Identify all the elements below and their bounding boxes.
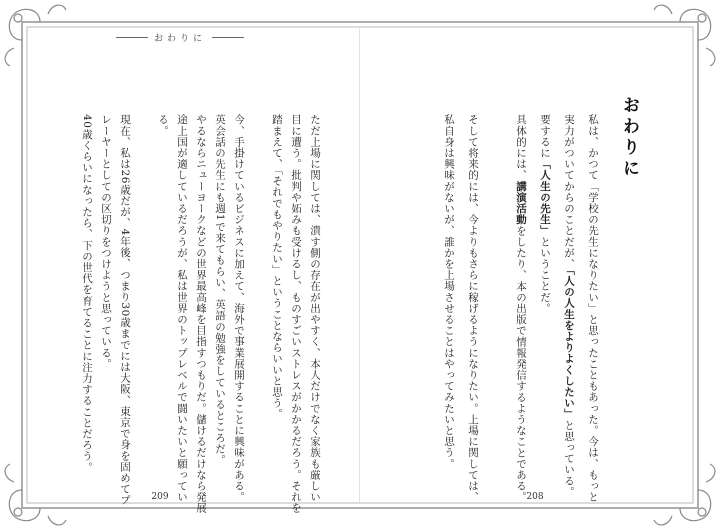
line-segment: 私自身は興味がないが、誰かを上場させることはやってみたいと思う。 [443, 114, 455, 470]
text-line [536, 114, 554, 314]
line-segment: そして将来的には、今よりもさらに稼げるようになりたい。上場に関しては、 [467, 114, 479, 503]
line-segment: 要するに [539, 114, 551, 159]
text-line [268, 114, 286, 420]
corner-ornament-top-left [5, 5, 66, 66]
emphasis-text: 「人生の先生」 [539, 158, 551, 237]
text-line [230, 114, 248, 503]
text-line [440, 114, 458, 469]
line-segment: る。 [157, 114, 169, 137]
line-segment: 40歳くらいになったら、下の世代を育てることに注力することだろう。 [81, 114, 93, 473]
text-line [78, 114, 96, 473]
text-line [173, 114, 191, 503]
line-segment: 目に遭う。批判や妬みも受けるし、ものすごいストレスがかかるだろう。それを [290, 114, 302, 514]
text-line [464, 114, 482, 503]
line-segment: 私は、かつて「学校の先生になりたい」と思ったこともあった。今は、もっと [587, 114, 599, 503]
line-segment: レーヤーとしての区切りをつけようと思っている。 [100, 114, 112, 370]
text-line [584, 114, 602, 503]
text-line [97, 114, 115, 369]
corner-ornament-bottom-left [5, 464, 66, 525]
text-line [287, 114, 305, 514]
text-line [211, 114, 229, 465]
page-number-right: 208 [526, 492, 544, 502]
page-gutter [359, 28, 360, 502]
running-head [116, 30, 244, 44]
line-segment: と思っている。 [563, 419, 575, 498]
running-head-rule-right [212, 37, 244, 38]
chapter-title: おわりに [619, 96, 639, 180]
text-line [512, 114, 530, 503]
line-segment: 途上国が適しているだろうが、私は世界のトップレベルで闘いたいと願ってい [176, 114, 188, 503]
text-line [306, 114, 324, 503]
running-head-text: おわりに [154, 33, 207, 44]
corner-ornament-top-right [654, 5, 715, 66]
line-segment: やるならニューヨークなどの世界最高峰を目指すつもりだ。儲けるだけなら発展 [195, 114, 207, 514]
line-segment: 実力がついてからのことだが、 [563, 114, 575, 270]
emphasis-text: 講演活動 [515, 180, 527, 226]
text-line [154, 114, 172, 136]
line-segment: 具体的には、 [515, 114, 527, 181]
text-line [116, 114, 134, 506]
line-segment: 今、手掛けているビジネスに加えて、海外で事業展開することに興味がある。 [233, 114, 245, 503]
line-segment: 踏まえて、「それでもやりたい」ということならいいと思う。 [271, 114, 283, 420]
running-head-rule-left [116, 37, 148, 38]
text-line [192, 114, 210, 514]
line-segment: 英会話の先生にも週1で来てもらい、英語の勉強をしているところだ。 [214, 114, 226, 466]
line-segment: ただ上場に関しては、潰す側の存在が出やすく、本人だけでなく家族も厳しい [309, 114, 321, 503]
line-segment: をしたり、本の出版で情報発信するようなことである。 [515, 225, 527, 503]
page-number-left: 209 [151, 492, 169, 502]
emphasis-text: 「人の人生をよりよくしたい」 [563, 269, 575, 420]
text-line [560, 114, 578, 497]
line-segment: ということだ。 [539, 236, 551, 314]
corner-ornament-bottom-right [654, 464, 715, 525]
line-segment: 現在、私は26歳だが、4年後、つまり30歳までには大阪、東京で身を固めてプ [119, 114, 131, 506]
